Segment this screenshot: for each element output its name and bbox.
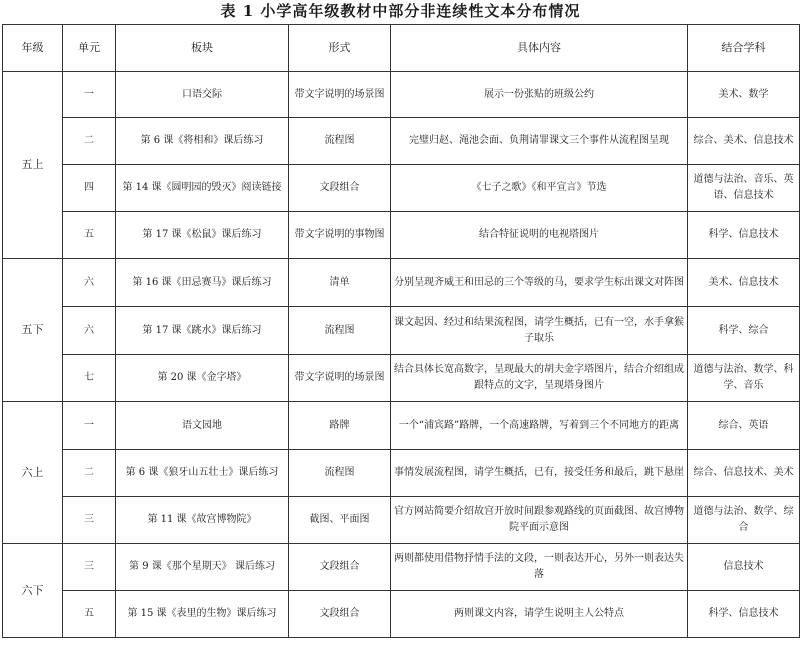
grade-cell: 六上 <box>3 402 63 544</box>
table-row <box>3 72 800 118</box>
unit-cell: 六 <box>63 307 116 355</box>
content-cell: 两则课文内容，请学生说明主人公特点 <box>391 591 688 638</box>
section-cell: 第 17 课《跳水》课后练习 <box>116 307 289 355</box>
subjects-cell: 美术、数学 <box>688 72 800 118</box>
form-cell: 流程图 <box>289 307 391 355</box>
unit-cell: 二 <box>63 450 116 497</box>
content-cell: 两则都使用借物抒情手法的文段，一则表达开心，另外一则表达失落 <box>391 544 688 591</box>
subjects-cell: 综合、信息技术、美术 <box>688 450 800 497</box>
content-cell: 分别呈现齐威王和田忌的三个等级的马，要求学生标出课文对阵图 <box>391 259 688 307</box>
grade-cell: 五下 <box>3 259 63 402</box>
subjects-cell: 道德与法治、数学、综合 <box>688 497 800 544</box>
unit-cell: 六 <box>63 259 116 307</box>
content-cell: 官方网站简要介绍故宫开放时间跟参观路线的页面截图、故宫博物院平面示意图 <box>391 497 688 544</box>
header-row <box>3 25 800 72</box>
unit-cell: 三 <box>63 544 116 591</box>
table-row <box>3 591 800 638</box>
content-cell: 《七子之歌》《和平宣言》节选 <box>391 165 688 212</box>
content-cell: 事情发展流程图，请学生概括，已有，接受任务和最后，跳下悬崖 <box>391 450 688 497</box>
unit-cell: 一 <box>63 72 116 118</box>
header-subjects: 结合学科 <box>688 25 800 72</box>
header-grade: 年级 <box>3 25 63 72</box>
form-cell: 文段组合 <box>289 591 391 638</box>
unit-cell: 四 <box>63 165 116 212</box>
table-row <box>3 355 800 402</box>
table-row <box>3 307 800 355</box>
form-cell: 文段组合 <box>289 544 391 591</box>
form-cell: 文段组合 <box>289 165 391 212</box>
content-cell: 结合具体长宽高数字，呈现最大的胡夫金字塔图片，结合介绍组成跟特点的文字，呈现塔身图片 <box>391 355 688 402</box>
unit-cell: 七 <box>63 355 116 402</box>
table-row <box>3 544 800 591</box>
section-cell: 第 9 课《那个星期天》 课后练习 <box>116 544 289 591</box>
table-row <box>3 450 800 497</box>
section-cell: 第 14 课《圆明园的毁灭》阅读链接 <box>116 165 289 212</box>
unit-cell: 五 <box>63 212 116 259</box>
table-row <box>3 497 800 544</box>
form-cell: 流程图 <box>289 118 391 165</box>
table-caption: 表 1 小学高年级教材中部分非连续性文本分布情况 <box>220 2 581 20</box>
form-cell: 截图、平面图 <box>289 497 391 544</box>
subjects-cell: 综合、英语 <box>688 402 800 450</box>
unit-cell: 二 <box>63 118 116 165</box>
subjects-cell: 道德与法治、数学、科学、音乐 <box>688 355 800 402</box>
subjects-cell: 科学、信息技术 <box>688 212 800 259</box>
content-cell: 完璧归赵、渑池会面、负荆请罪课文三个事件从流程图呈现 <box>391 118 688 165</box>
section-cell: 第 6 课《将相和》课后练习 <box>116 118 289 165</box>
header-content: 具体内容 <box>391 25 688 72</box>
subjects-cell: 综合、美术、信息技术 <box>688 118 800 165</box>
content-cell: 展示一份张贴的班级公约 <box>391 72 688 118</box>
section-cell: 第 11 课《故宫博物院》 <box>116 497 289 544</box>
grade-cell: 六下 <box>3 544 63 638</box>
table-row <box>3 118 800 165</box>
section-cell: 第 15 课《表里的生物》课后练习 <box>116 591 289 638</box>
content-cell: 一个“浦宾路”路牌，一个高速路牌，写着到三个不同地方的距离 <box>391 402 688 450</box>
header-unit: 单元 <box>63 25 116 72</box>
table-row <box>3 259 800 307</box>
form-cell: 清单 <box>289 259 391 307</box>
form-cell: 带文字说明的场景图 <box>289 355 391 402</box>
subjects-cell: 道德与法治、音乐、英语、信息技术 <box>688 165 800 212</box>
grade-cell: 五上 <box>3 72 63 259</box>
unit-cell: 五 <box>63 591 116 638</box>
section-cell: 第 6 课《狼牙山五壮士》课后练习 <box>116 450 289 497</box>
section-cell: 口语交际 <box>116 72 289 118</box>
section-cell: 语文园地 <box>116 402 289 450</box>
content-cell: 课文起因、经过和结果流程图，请学生概括，已有一空，水手拿猴子取乐 <box>391 307 688 355</box>
subjects-cell: 科学、信息技术 <box>688 591 800 638</box>
header-form: 形式 <box>289 25 391 72</box>
form-cell: 流程图 <box>289 450 391 497</box>
distribution-table <box>2 24 800 638</box>
header-section: 板块 <box>116 25 289 72</box>
content-cell: 结合特征说明的电视塔图片 <box>391 212 688 259</box>
unit-cell: 一 <box>63 402 116 450</box>
section-cell: 第 16 课《田忌赛马》课后练习 <box>116 259 289 307</box>
subjects-cell: 信息技术 <box>688 544 800 591</box>
subjects-cell: 科学、综合 <box>688 307 800 355</box>
section-cell: 第 20 课《金字塔》 <box>116 355 289 402</box>
section-cell: 第 17 课《松鼠》课后练习 <box>116 212 289 259</box>
form-cell: 带文字说明的场景图 <box>289 72 391 118</box>
table-row <box>3 165 800 212</box>
form-cell: 路牌 <box>289 402 391 450</box>
unit-cell: 三 <box>63 497 116 544</box>
table-row <box>3 212 800 259</box>
form-cell: 带文字说明的事物图 <box>289 212 391 259</box>
subjects-cell: 美术、信息技术 <box>688 259 800 307</box>
table-row <box>3 402 800 450</box>
